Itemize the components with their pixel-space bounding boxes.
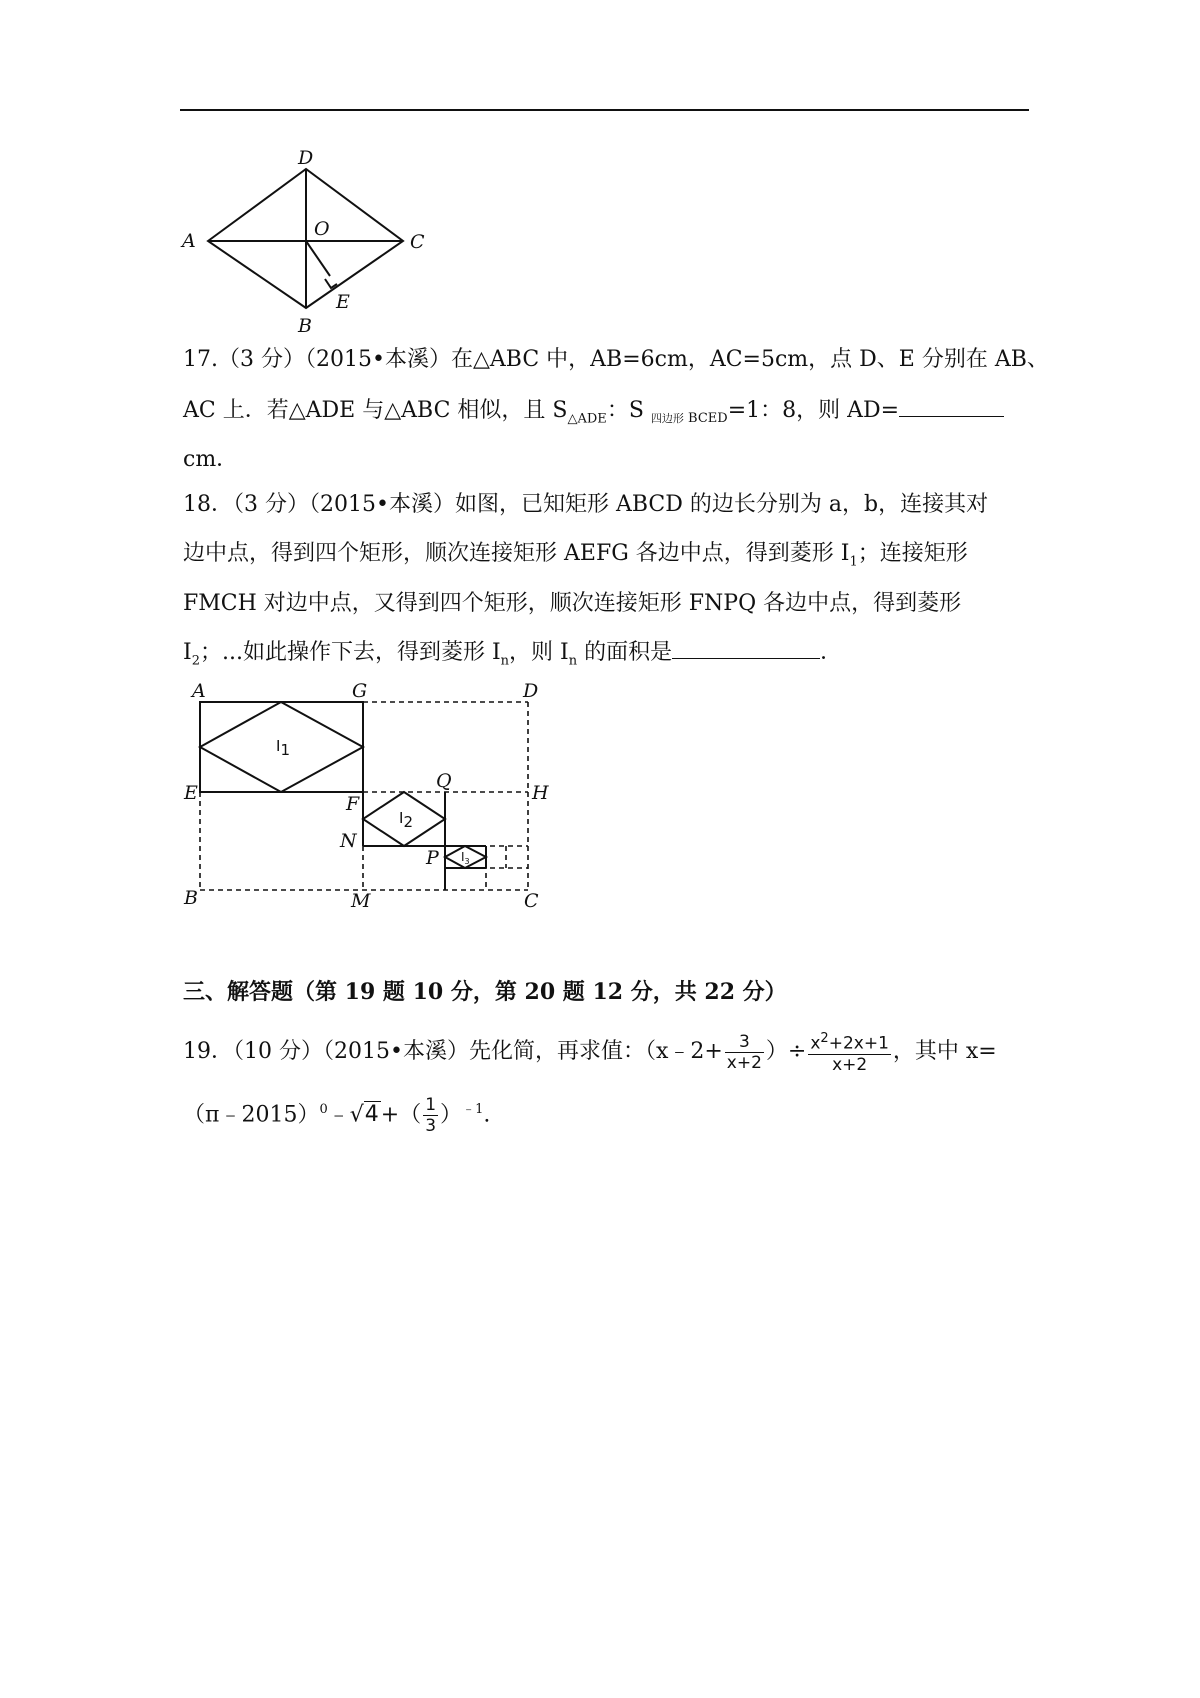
q17-answer-blank: [899, 396, 1004, 417]
label-p: P: [426, 847, 439, 869]
q18-line1: 18．（3 分）（2015•本溪）如图，已知矩形 ABCD 的边长分别为 a，b，连接其对: [183, 492, 989, 517]
q18-line4: $I_2$；...如此操作下去，得到菱形 $I_n$，则 $I_n$ 的面积是 ．: [183, 640, 843, 669]
q18-line2: 边中点，得到四个矩形，顺次连接矩形 AEFG 各边中点，得到菱形 $I_1$；连接矩形: [183, 541, 968, 570]
q19-line1: 19．（10 分）（2015•本溪）先化简，再求值：（x﹣2+ $\frac{3}{x+2}$ ）÷ $\frac{x^2+2x+1}{x+2}$ ，其中 x=: [183, 1031, 997, 1075]
label-d: D: [523, 680, 539, 702]
q19-line2: （π﹣2015）$^0$﹣√4+（ $\frac{1}{3}$ ）$^{﹣1}$.: [183, 1094, 491, 1136]
rhombus-i1-label: I1: [276, 737, 290, 759]
rhombus-figure: [170, 148, 440, 338]
label-n: N: [340, 830, 357, 852]
fraction-1-over-3: $\frac{1}{3}$: [425, 1094, 437, 1136]
label-b: B: [184, 887, 198, 909]
q18-answer-blank: [672, 638, 820, 659]
label-m: M: [351, 890, 371, 912]
nested-rectangles-figure: [180, 680, 560, 912]
fraction-3-over-x-plus-2: $\frac{3}{x+2}$: [726, 1031, 762, 1073]
label-c: C: [524, 890, 539, 912]
label-b: B: [298, 315, 312, 337]
q17-line1: 17.（3 分）（2015•本溪）在△ABC 中，AB=6cm，AC=5cm，点 D、E 分别在 AB、: [183, 347, 1049, 372]
label-e: E: [184, 782, 198, 804]
label-q: Q: [436, 770, 452, 792]
fraction-quadratic-over-x-plus-2: $\frac{x^2+2x+1}{x+2}$: [810, 1031, 889, 1075]
sqrt-symbol: √: [349, 1102, 364, 1128]
rhombus-i3-label: $I_3$: [461, 850, 470, 866]
label-a: A: [182, 230, 196, 252]
label-g: G: [352, 680, 368, 702]
label-f: F: [346, 793, 360, 815]
q17-line2: AC 上．若△ADE 与△ABC 相似，且 $S_{\triangle ADE}$：S $_{四边形 BCED}$=1：8，则 AD=: [183, 396, 1004, 433]
header-rule: [180, 109, 1029, 111]
label-d: D: [298, 148, 314, 169]
q17-line3: cm．: [183, 447, 239, 472]
label-e: E: [336, 291, 350, 313]
segment-oe: [306, 241, 330, 276]
label-a: A: [192, 680, 206, 702]
section-heading: 三、解答题（第 19 题 10 分，第 20 题 12 分，共 22 分）: [183, 979, 787, 1005]
label-h: H: [532, 782, 549, 804]
label-o: O: [314, 218, 330, 240]
q18-line3: FMCH 对边中点，又得到四个矩形，顺次连接矩形 FNPQ 各边中点，得到菱形: [183, 591, 962, 616]
rhombus-i2-label: I2: [399, 809, 413, 831]
label-c: C: [410, 231, 425, 253]
